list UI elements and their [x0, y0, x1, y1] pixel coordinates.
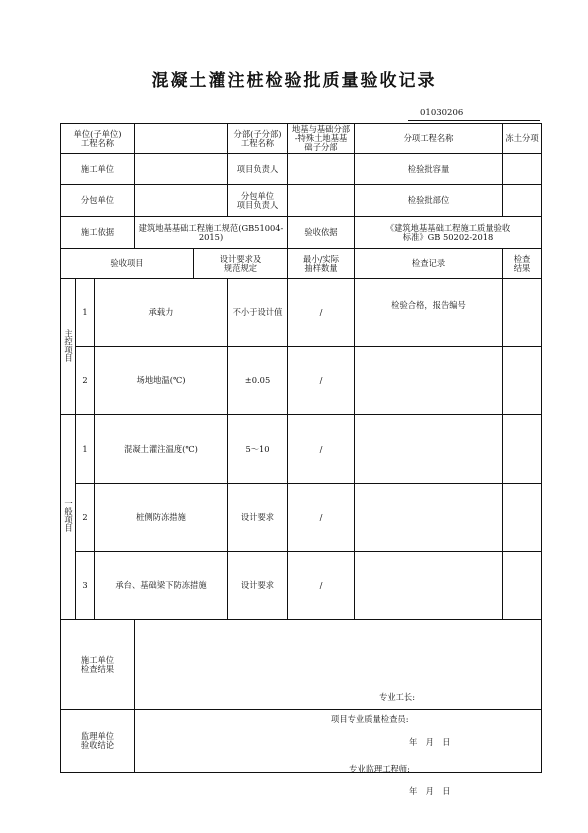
column-header-record: 检查记录 — [355, 249, 503, 279]
column-header-result: 检查 结果 — [503, 249, 542, 279]
sub-project-manager-value[interactable] — [288, 185, 355, 217]
row-record[interactable] — [355, 415, 503, 484]
acceptance-basis-value[interactable]: 《建筑地基基础工程施工质量验收 标准》GB 50202-2018 — [355, 217, 542, 249]
row-record[interactable] — [355, 552, 503, 620]
subitem-name-label: 分项工程名称 — [355, 124, 503, 154]
column-header-item: 验收项目 — [61, 249, 194, 279]
table-row — [61, 347, 542, 415]
row-number: 1 — [76, 279, 95, 347]
row-item: 承载力 — [95, 279, 228, 347]
subcontractor-value[interactable] — [135, 185, 228, 217]
general-group-label — [61, 415, 76, 620]
form-code-text: 01030206 — [420, 108, 464, 118]
row-record[interactable] — [355, 484, 503, 552]
row-result[interactable] — [503, 347, 542, 415]
table-row — [61, 552, 542, 620]
row-number: 2 — [76, 484, 95, 552]
row-design: 设计要求 — [228, 552, 288, 620]
contractor-label: 施工单位 — [61, 154, 135, 185]
row-item: 场地地温(℃) — [95, 347, 228, 415]
batch-capacity-value[interactable] — [503, 154, 542, 185]
row-record[interactable]: 检验合格，报告编号 — [355, 279, 503, 347]
division-name-value[interactable]: 地基与基础分部 -特殊土地基基 础子分部 — [288, 124, 355, 154]
acceptance-basis-label: 验收依据 — [288, 217, 355, 249]
construction-basis-value[interactable]: 建筑地基基础工程施工规范(GB51004-2015) — [135, 217, 288, 249]
contractor-value[interactable] — [135, 154, 228, 185]
construction-date: 年 月 日 — [409, 736, 451, 747]
batch-capacity-label: 检验批容量 — [355, 154, 503, 185]
project-manager-label: 项目负责人 — [228, 154, 288, 185]
row-number: 3 — [76, 552, 95, 620]
row-sample[interactable]: / — [288, 552, 355, 620]
construction-check-label: 施工单位 检查结果 — [61, 620, 135, 710]
row-item: 混凝土灌注温度(℃) — [95, 415, 228, 484]
column-header-sample: 最小/实际 抽样数量 — [288, 249, 355, 279]
supervision-check-label: 监理单位 验收结论 — [61, 710, 135, 773]
row-sample[interactable]: / — [288, 415, 355, 484]
row-number: 1 — [76, 415, 95, 484]
row-sample[interactable]: / — [288, 484, 355, 552]
supervising-engineer-label: 专业监理工程师: — [349, 764, 410, 774]
row-item: 承台、基础梁下防冻措施 — [95, 552, 228, 620]
supervision-date: 年 月 日 — [409, 786, 451, 796]
quality-inspector-label: 项目专业质量检查员: — [331, 713, 409, 724]
page-title: 混凝土灌注桩检验批质量验收记录 — [151, 71, 437, 91]
row-result[interactable] — [503, 552, 542, 620]
row-result[interactable] — [503, 415, 542, 484]
form-code — [408, 106, 540, 121]
subitem-name-value[interactable]: 冻土分项 — [503, 124, 542, 154]
main-group-label-text: 主控项目 — [63, 328, 74, 363]
row-design: 5～10 — [228, 415, 288, 484]
construction-check-area[interactable] — [135, 620, 542, 747]
batch-location-value[interactable] — [503, 185, 542, 217]
row-result[interactable] — [503, 279, 542, 347]
unit-name-label: 单位(子单位) 工程名称 — [61, 124, 135, 154]
batch-location-label: 检验批部位 — [355, 185, 503, 217]
column-header-design: 设计要求及 规范规定 — [194, 249, 288, 279]
foreman-label: 专业工长: — [379, 691, 415, 702]
main-group-label — [61, 279, 76, 415]
row-design: ±0.05 — [228, 347, 288, 415]
division-name-label: 分部(子分部) 工程名称 — [228, 124, 288, 154]
project-manager-value[interactable] — [288, 154, 355, 185]
unit-name-value[interactable] — [135, 124, 228, 154]
subcontractor-label: 分包单位 — [61, 185, 135, 217]
row-sample[interactable]: / — [288, 347, 355, 415]
construction-basis-label: 施工依据 — [61, 217, 135, 249]
general-group-label-text: 一般项目 — [63, 499, 74, 533]
inspection-table — [60, 123, 542, 796]
row-design: 设计要求 — [228, 484, 288, 552]
row-result[interactable] — [503, 484, 542, 552]
row-sample[interactable]: / — [288, 279, 355, 347]
sub-project-manager-label: 分包单位 项目负责人 — [228, 185, 288, 217]
row-record[interactable] — [355, 347, 503, 415]
row-number: 2 — [76, 347, 95, 415]
table-row — [61, 415, 542, 484]
table-row — [61, 279, 542, 347]
table-row — [61, 484, 542, 552]
row-item: 桩侧防冻措施 — [95, 484, 228, 552]
row-design: 不小于设计值 — [228, 279, 288, 347]
